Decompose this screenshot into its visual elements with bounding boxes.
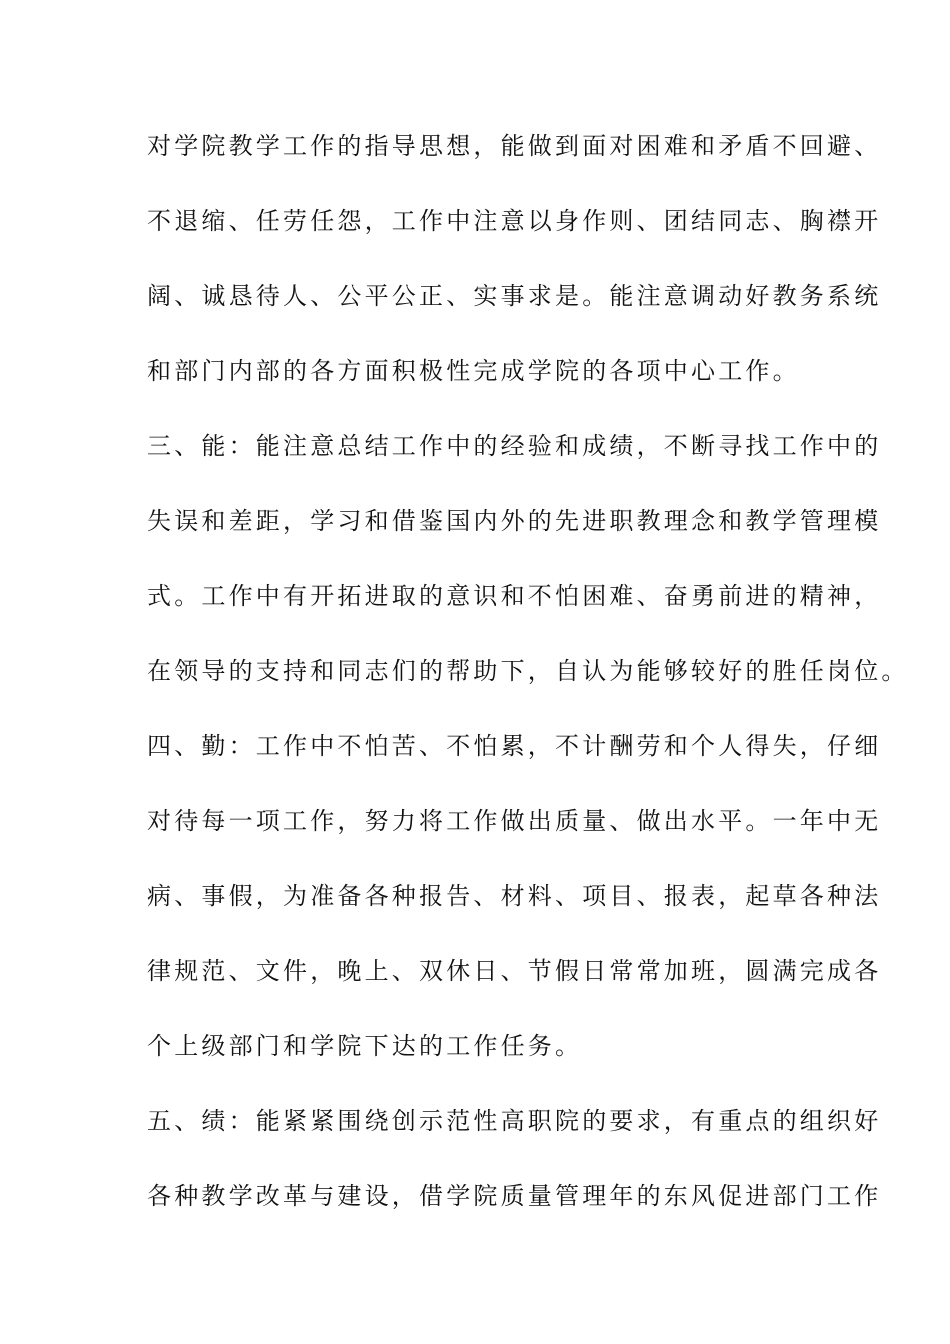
text-line: 律规范、文件，晚上、双休日、节假日常常加班，圆满完成各 — [147, 957, 882, 985]
text-line: 不退缩、任劳任怨，工作中注意以身作则、团结同志、胸襟开 — [147, 207, 882, 235]
text-line: 失误和差距，学习和借鉴国内外的先进职教理念和教学管理模 — [147, 507, 882, 535]
text-line: 式。工作中有开拓进取的意识和不怕困难、奋勇前进的精神， — [147, 582, 882, 610]
text-line: 各种教学改革与建设，借学院质量管理年的东风促进部门工作 — [147, 1182, 882, 1210]
text-line: 阔、诚恳待人、公平公正、实事求是。能注意调动好教务系统 — [147, 282, 882, 310]
text-line: 四、勤：工作中不怕苦、不怕累，不计酬劳和个人得失，仔细 — [147, 732, 882, 760]
text-line: 个上级部门和学院下达的工作任务。 — [147, 1032, 583, 1060]
text-line: 病、事假，为准备各种报告、材料、项目、报表，起草各种法 — [147, 882, 882, 910]
document-body — [147, 131, 909, 1256]
text-line: 在领导的支持和同志们的帮助下，自认为能够较好的胜任岗位。 — [147, 657, 909, 685]
text-line: 对待每一项工作，努力将工作做出质量、做出水平。一年中无 — [147, 807, 882, 835]
text-line: 五、绩：能紧紧围绕创示范性高职院的要求，有重点的组织好 — [147, 1107, 882, 1135]
text-line: 三、能：能注意总结工作中的经验和成绩，不断寻找工作中的 — [147, 432, 882, 460]
text-line: 对学院教学工作的指导思想，能做到面对困难和矛盾不回避、 — [147, 132, 882, 160]
text-line: 和部门内部的各方面积极性完成学院的各项中心工作。 — [147, 357, 800, 385]
